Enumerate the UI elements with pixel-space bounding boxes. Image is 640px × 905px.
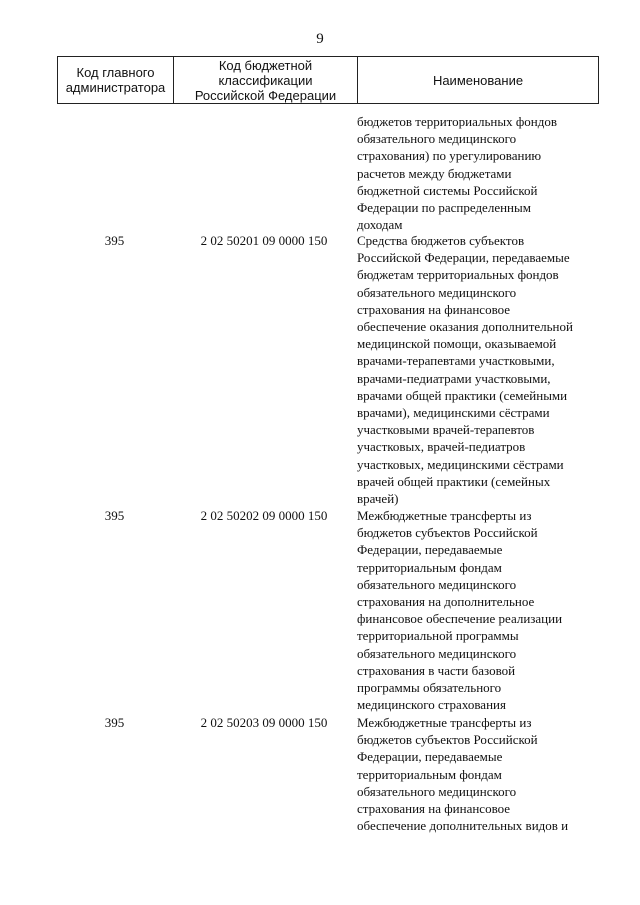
name-cell: Средства бюджетов субъектов Российской Федерации, передаваемые бюджетам территориальных фондов обязательного медицинского страхования на финансовое обеспечение оказания дополнительной медицинской помощи, оказываемой врачами-терапевтами участковыми, врачами-педиатрами участковыми, врачами общей практики (семейными врачами), медицинскими сёстрами участковыми врачей-терапевтов участковых, врачей-педиатров участковых, медицинскими сёстрами врачей общей практики (семейных врачей): [357, 233, 573, 507]
header-admin-code: Код главного администратора: [65, 65, 166, 95]
budget-code-cell: 2 02 50201 09 0000 150: [200, 233, 328, 248]
admin-code-cell: 395: [104, 715, 125, 730]
name-cell: бюджетов территориальных фондов обязательного медицинского страхования) по урегулированию расчетов между бюджетами бюджетной системы Российской Федерации по распределенным доходам: [357, 114, 558, 233]
header-budget-code: Код бюджетной классификации Российской Федерации: [173, 57, 357, 103]
admin-code-cell: 395: [104, 233, 125, 248]
header-name: Наименование: [357, 57, 598, 103]
admin-code-cell: 395: [104, 508, 125, 523]
name-cell: Межбюджетные трансферты из бюджетов субъектов Российской Федерации, передаваемые территориальным фондам обязательного медицинского страхования на дополнительное финансовое обеспечение реализации территориальной программы обязательного медицинского страхования в части базовой программы обязательного медицинского страхования: [357, 508, 563, 713]
budget-code-cell: 2 02 50203 09 0000 150: [200, 715, 328, 730]
page-number: 9: [316, 31, 324, 47]
budget-code-cell: 2 02 50202 09 0000 150: [200, 508, 328, 523]
name-cell: Межбюджетные трансферты из бюджетов субъектов Российской Федерации, передаваемые территориальным фондам обязательного медицинского страхования на финансовое обеспечение дополнительных видов и: [357, 715, 569, 834]
